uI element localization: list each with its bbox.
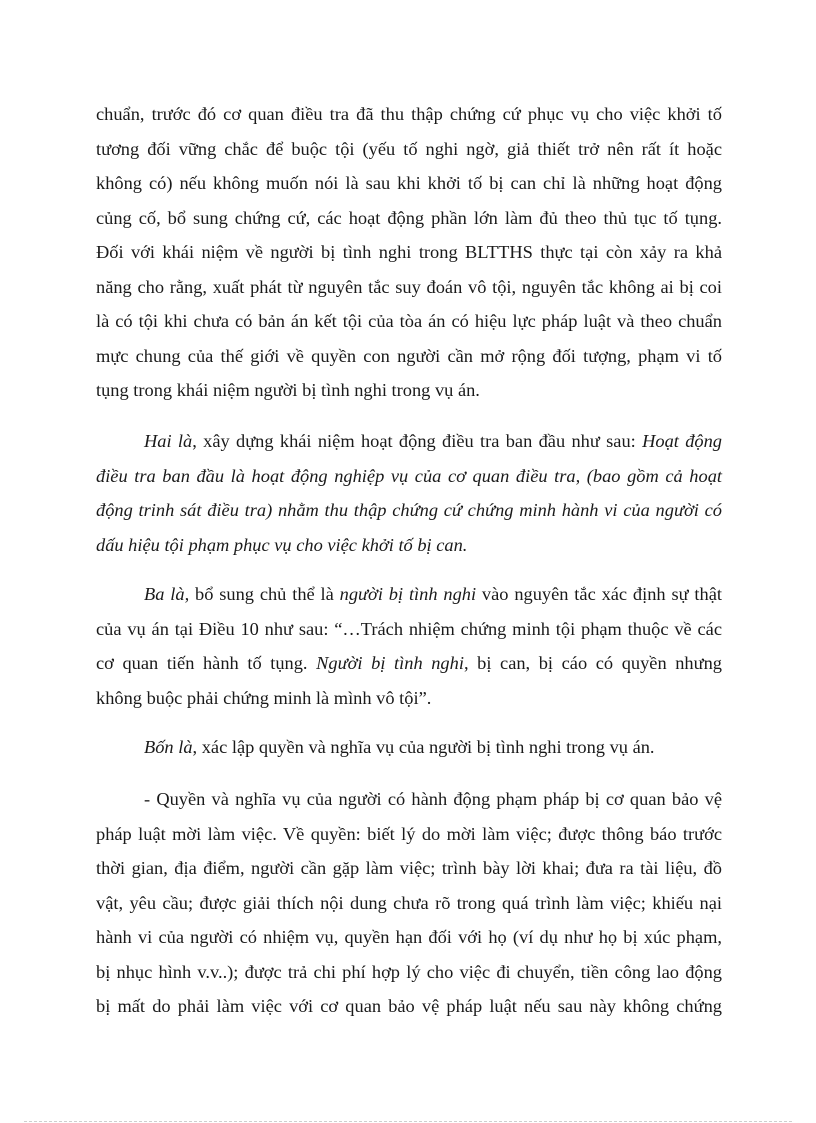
text-segment: bổ sung chủ thể là xyxy=(189,584,340,604)
page-bottom-border xyxy=(24,1121,792,1122)
text-segment: vào nguyên tắc xác định sự thật xyxy=(476,584,722,604)
text-line: Đối với khái niệm về người bị tình nghi trong BLTTHS thực tại còn xảy ra khả xyxy=(96,242,722,262)
text-line: pháp luật mời làm việc. Về quyền: biết lý do mời làm việc; được thông báo trước xyxy=(96,823,722,844)
text-segment: cơ quan tiến hành tố tụng. xyxy=(96,653,317,673)
text-line: năng cho rằng, xuất phát từ nguyên tắc suy đoán vô tội, nguyên tắc không ai bị coi xyxy=(96,276,722,297)
paragraph-label: Bốn là xyxy=(144,737,193,757)
text-line: thời gian, địa điểm, người cần gặp làm việc; trình bày lời khai; đưa ra tài liệu, đồ xyxy=(96,858,722,878)
paragraph-intro: , xây dựng khái niệm hoạt động điều tra ban đầu như sau: xyxy=(192,431,643,451)
italic-line: dấu hiệu tội phạm phục vụ cho việc khởi tố bị can. xyxy=(96,534,468,555)
paragraph-4 xyxy=(96,730,722,765)
italic-term: Người bị tình nghi xyxy=(316,653,464,673)
text-line: của vụ án tại Điều 10 như sau: “…Trách nhiệm chứng minh tội phạm thuộc về các xyxy=(96,618,722,639)
text-line: chuẩn, trước đó cơ quan điều tra đã thu thập chứng cứ phục vụ cho việc khởi tố xyxy=(96,104,722,124)
text-line xyxy=(96,424,722,459)
text-line: tụng trong khái niệm người bị tình nghi trong vụ án. xyxy=(96,380,480,400)
text-line: không buộc phải chứng minh là mình vô tội”. xyxy=(96,687,432,708)
paragraph-3 xyxy=(96,577,722,715)
paragraph-5 xyxy=(96,782,722,1024)
text-line: không có) nếu không muốn nói là sau khi khởi tố bị can chỉ là những hoạt động xyxy=(96,173,722,193)
text-segment: , bị can, bị cáo có quyền nhưng xyxy=(463,653,722,673)
text-line: bị nhục hình v.v..); được trả chi phí hợp lý cho việc đi chuyển, tiền công lao động xyxy=(96,961,722,982)
text-line: vật, yêu cầu; được giải thích nội dung chưa rõ trong quá trình làm việc; khiếu nại xyxy=(96,892,722,913)
text-segment: , xác lập quyền và nghĩa vụ của người bị tình nghi trong vụ án. xyxy=(192,737,655,757)
text-line: - Quyền và nghĩa vụ của người có hành động phạm pháp bị cơ quan bảo vệ xyxy=(144,789,722,809)
italic-text: Hoạt động xyxy=(642,431,722,451)
text-line: mực chung của thế giới về quyền con người cần mở rộng đối tượng, phạm vi tố xyxy=(96,345,722,366)
text-line xyxy=(96,730,722,765)
italic-line: động trinh sát điều tra) nhằm thu thập chứng cứ chứng minh hành vi của người có xyxy=(96,500,722,520)
paragraph-label: Hai là xyxy=(144,431,193,451)
text-line: hành vi của người có nhiệm vụ, quyền hạn đối với họ (ví dụ như họ bị xúc phạm, xyxy=(96,927,722,947)
paragraph-label: Ba là, xyxy=(144,584,190,604)
italic-term: người bị tình nghi xyxy=(339,584,477,604)
paragraph-1 xyxy=(96,97,722,408)
italic-line: điều tra ban đầu là hoạt động nghiệp vụ của cơ quan điều tra, (bao gồm cả hoạt xyxy=(96,465,722,486)
text-line: là có tội khi chưa có bản án kết tội của tòa án có hiệu lực pháp luật và theo chuẩn xyxy=(96,311,722,331)
paragraph-2 xyxy=(96,424,722,562)
text-line: tương đối vững chắc để buộc tội (yếu tố nghi ngờ, giả thiết trở nên rất ít hoặc xyxy=(96,138,722,159)
text-line xyxy=(96,646,722,681)
text-line xyxy=(96,577,722,612)
text-line: củng cố, bổ sung chứng cứ, các hoạt động phần lớn làm đủ theo thủ tục tố tụng. xyxy=(96,207,722,228)
text-line: bị mất do phải làm việc với cơ quan bảo vệ pháp luật nếu sau này không chứng xyxy=(96,996,722,1016)
